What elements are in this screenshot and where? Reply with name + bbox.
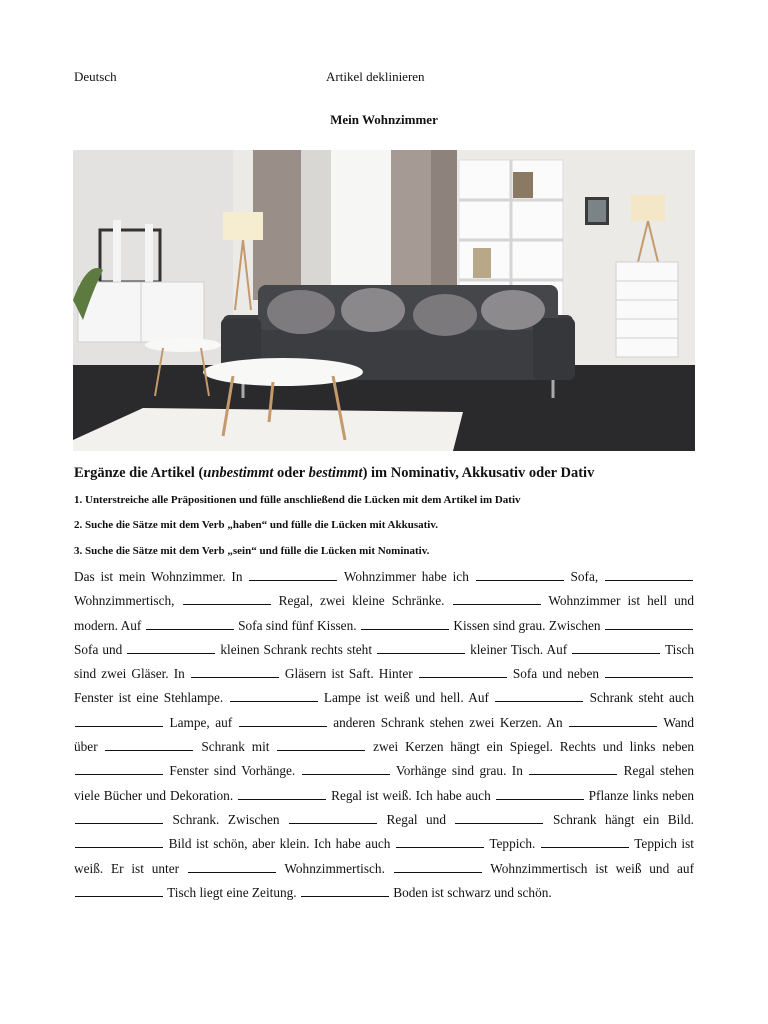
exercise-segment: Regal ist weiß. Ich habe auch [331,787,491,803]
answer-blank[interactable] [605,568,693,581]
exercise-segment: Wohnzimmer habe ich [343,569,469,584]
answer-blank[interactable] [75,762,163,775]
exercise-segment: Teppich ist weiß. Er ist unter [74,836,694,876]
exercise-segment: Sofa sind fünf Kissen. [238,617,357,633]
answer-blank[interactable] [188,860,276,873]
exercise-segment: Regal und [386,811,446,827]
exercise-segment: Boden ist schwarz und schön. [393,884,552,900]
answer-blank[interactable] [230,689,318,702]
exercise-heading [74,465,594,482]
answer-blank[interactable] [239,714,327,727]
heading-suffix: ) im Nominativ, Akkusativ oder Dativ [362,465,595,481]
answer-blank[interactable] [105,738,193,751]
answer-blank[interactable] [377,641,465,654]
task-1: 1. Unterstreiche alle Präpositionen und fülle anschließend die Lücken mit dem Artikel im Dativ [74,494,521,506]
answer-blank[interactable] [541,835,629,848]
exercise-segment: Sofa, [570,569,599,584]
exercise-segment: Sofa und [74,641,123,657]
answer-blank[interactable] [127,641,215,654]
answer-blank[interactable] [191,665,279,678]
answer-blank[interactable] [419,665,507,678]
exercise-segment: kleiner Tisch. Auf [470,641,568,657]
exercise-segment: Lampe ist weiß und hell. Auf [323,690,489,706]
exercise-segment: Fenster sind Vorhänge. [169,763,296,779]
exercise-segment: Wohnzimmertisch. [284,860,385,876]
exercise-segment: Tisch liegt eine Zeitung. [167,884,297,900]
living-room-illustration [73,150,695,451]
heading-italic-2: bestimmt [308,465,363,481]
answer-blank[interactable] [572,641,660,654]
answer-blank[interactable] [289,811,377,824]
answer-blank[interactable] [396,835,484,848]
answer-blank[interactable] [146,617,234,630]
exercise-segment: anderen Schrank stehen zwei Kerzen. An [333,714,563,730]
answer-blank[interactable] [75,811,163,824]
exercise-segment: Das ist mein Wohnzimmer. In [74,569,243,584]
exercise-segment: Wand über [74,714,695,755]
answer-blank[interactable] [605,617,693,630]
exercise-segment: Regal stehen viele Bücher und Dekoration. [74,763,695,803]
exercise-segment: Regal, zwei kleine Schränke. [278,593,445,609]
answer-blank[interactable] [495,689,583,702]
exercise-segment: Schrank hängt ein Bild. [552,811,694,827]
exercise-segment: Teppich. [489,836,536,852]
answer-blank[interactable] [277,738,365,751]
living-room-photo [73,150,695,451]
answer-blank[interactable] [476,568,564,581]
exercise-segment: Wohnzimmertisch ist weiß und auf [490,860,695,876]
answer-blank[interactable] [361,617,449,630]
exercise-segment: Pflanze links neben [588,787,695,803]
task-3: 3. Suche die Sätze mit dem Verb „sein“ und fülle die Lücken mit Nominativ. [74,545,430,557]
topic-label: Artikel deklinieren [326,69,425,84]
exercise-segment: Lampe, auf [169,714,233,730]
answer-blank[interactable] [238,787,326,800]
task-2: 2. Suche die Sätze mit dem Verb „haben“ und fülle die Lücken mit Akkusativ. [74,519,438,531]
exercise-segment: kleinen Schrank rechts steht [220,641,373,657]
answer-blank[interactable] [569,714,657,727]
answer-blank[interactable] [183,592,271,605]
answer-blank[interactable] [394,860,482,873]
answer-blank[interactable] [249,568,337,581]
page-title: Mein Wohnzimmer [330,112,438,127]
exercise-segment: Schrank steht auch [589,690,695,706]
exercise-segment: Wohnzimmer ist hell und modern. Auf [74,593,695,633]
answer-blank[interactable] [605,665,693,678]
answer-blank[interactable] [496,787,584,800]
exercise-segment: Gläsern ist Saft. Hinter [284,666,413,682]
exercise-segment: Schrank mit [201,739,270,755]
heading-prefix: Ergänze die Artikel ( [74,465,204,481]
exercise-segment: Bild ist schön, aber klein. Ich habe auch [168,836,391,852]
answer-blank[interactable] [75,835,163,848]
exercise-segment: Tisch sind zwei Gläser. In [74,641,695,682]
heading-middle: oder [273,465,309,481]
answer-blank[interactable] [75,884,163,897]
answer-blank[interactable] [75,714,163,727]
exercise-segment: Wohnzimmertisch, [74,593,175,609]
exercise-segment: Fenster ist eine Stehlampe. [74,690,224,706]
exercise-segment: Kissen sind grau. Zwischen [453,617,601,633]
answer-blank[interactable] [455,811,543,824]
answer-blank[interactable] [529,762,617,775]
exercise-segment: Vorhänge sind grau. In [395,763,523,779]
exercise-segment: Schrank. Zwischen [172,811,280,827]
exercise-text [74,565,694,905]
answer-blank[interactable] [453,592,541,605]
answer-blank[interactable] [302,762,390,775]
subject-label: Deutsch [74,69,117,84]
exercise-segment: zwei Kerzen hängt ein Spiegel. Rechts und links neben [373,739,695,755]
exercise-segment: Sofa und neben [512,666,599,682]
answer-blank[interactable] [301,884,389,897]
heading-italic-1: unbestimmt [203,465,274,481]
